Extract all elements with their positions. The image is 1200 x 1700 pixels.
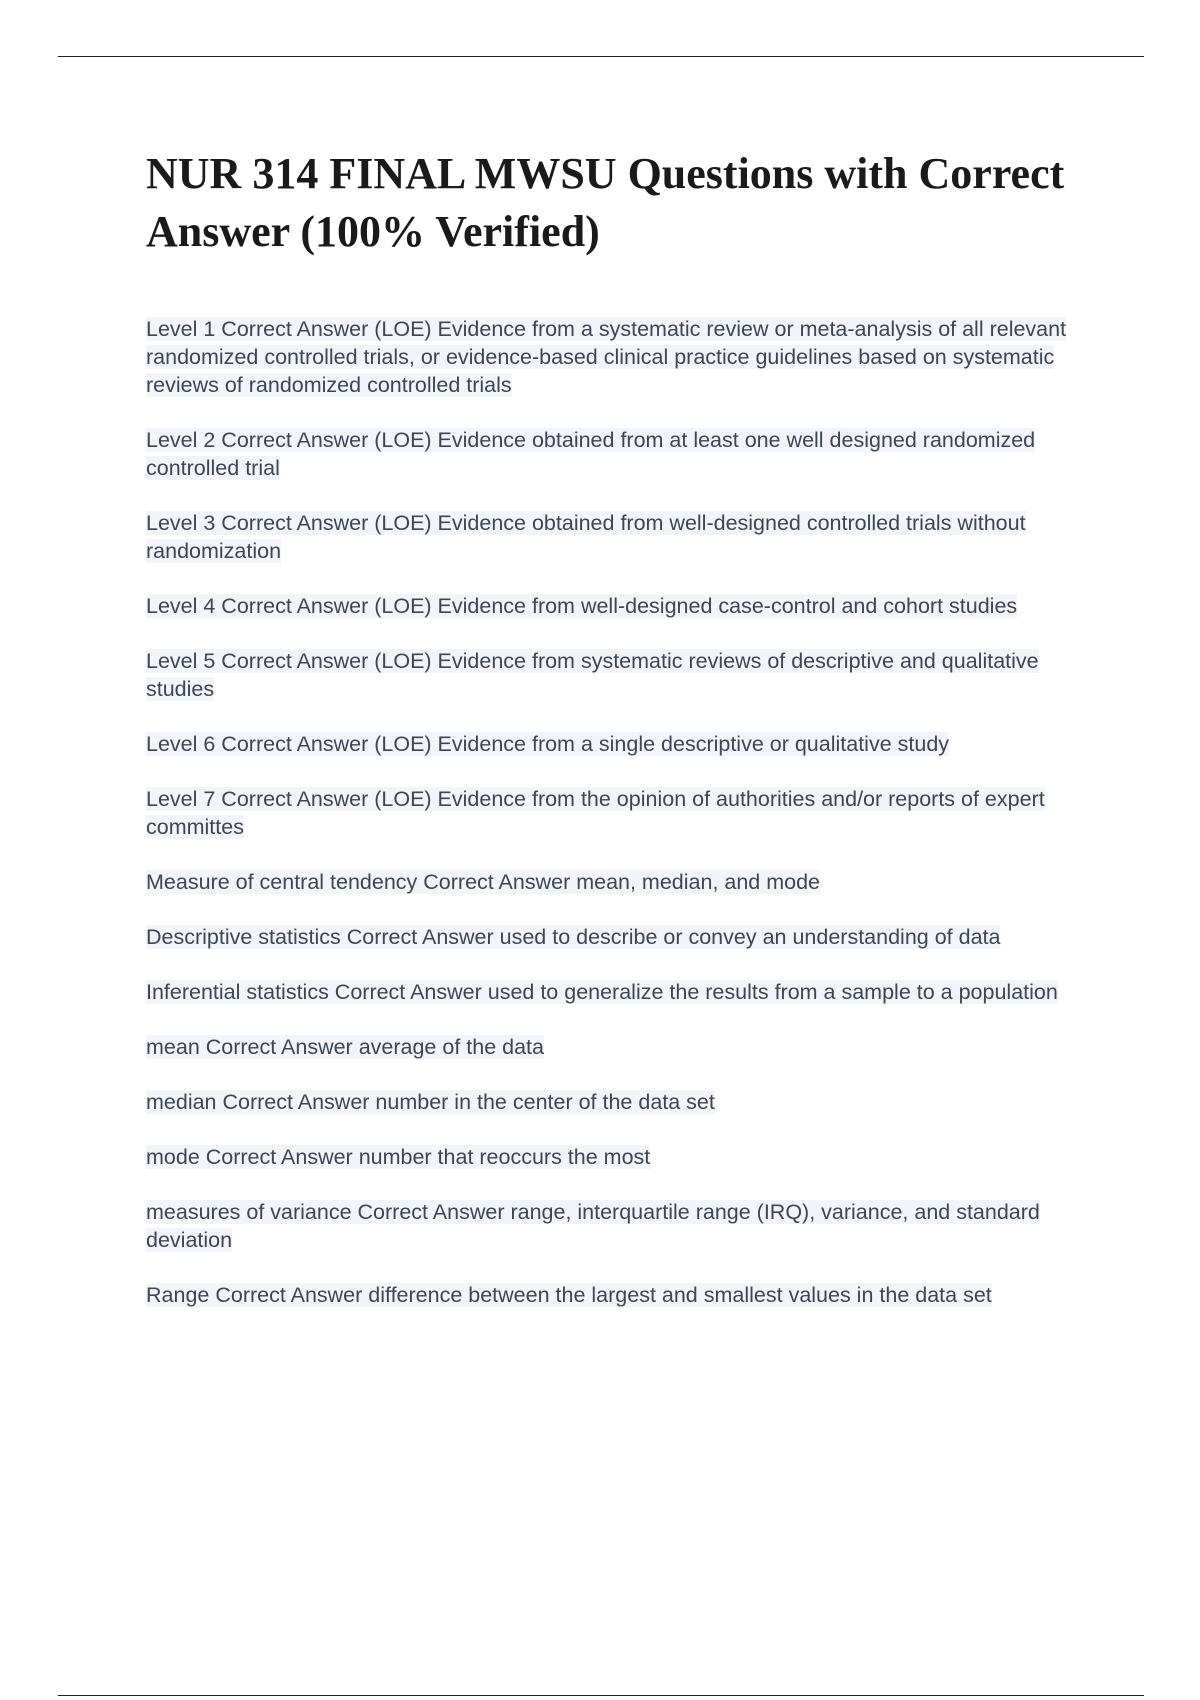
bottom-divider	[58, 1695, 1144, 1696]
qa-entry-level-5	[146, 647, 1096, 703]
qa-entry-text: Level 1 Correct Answer (LOE) Evidence from a systematic review or meta-analysis of all relevant randomized controlled trials, or evidence-based clinical practice guidelines based on systematic reviews of randomized controlled trials	[146, 317, 1067, 397]
qa-entry-text: Level 2 Correct Answer (LOE) Evidence obtained from at least one well designed randomized controlled trial	[146, 428, 1036, 480]
qa-entry-text: Level 3 Correct Answer (LOE) Evidence obtained from well-designed controlled trials without randomization	[146, 511, 1026, 563]
qa-entry-central-tendency	[146, 868, 1096, 896]
qa-entry-median	[146, 1088, 1096, 1116]
qa-entry-text: mean Correct Answer average of the data	[146, 1035, 544, 1059]
top-divider	[58, 56, 1144, 57]
qa-entry-level-1	[146, 315, 1096, 399]
qa-entry-measures-of-variance	[146, 1198, 1096, 1254]
qa-entry-text: measures of variance Correct Answer range, interquartile range (IRQ), variance, and standard deviation	[146, 1200, 1040, 1252]
qa-entry-text: mode Correct Answer number that reoccurs the most	[146, 1145, 651, 1169]
qa-entry-inferential-statistics	[146, 978, 1096, 1006]
qa-entry-level-6	[146, 730, 1096, 758]
qa-entry-level-7	[146, 785, 1096, 841]
qa-entry-level-2	[146, 426, 1096, 482]
qa-entry-mode	[146, 1143, 1096, 1171]
document-title: NUR 314 FINAL MWSU Questions with Correct Answer (100% Verified)	[146, 149, 1065, 256]
qa-entry-text: Level 4 Correct Answer (LOE) Evidence from well-designed case-control and cohort studies	[146, 594, 1018, 618]
qa-entry-mean	[146, 1033, 1096, 1061]
qa-entry-range	[146, 1281, 1096, 1309]
qa-list	[146, 315, 1096, 1309]
qa-entry-text: Level 6 Correct Answer (LOE) Evidence from a single descriptive or qualitative study	[146, 732, 950, 756]
qa-entry-text: Inferential statistics Correct Answer used to generalize the results from a sample to a population	[146, 980, 1058, 1004]
qa-entry-descriptive-statistics	[146, 923, 1096, 951]
qa-entry-text: Level 5 Correct Answer (LOE) Evidence from systematic reviews of descriptive and qualitative studies	[146, 649, 1039, 701]
qa-entry-text: median Correct Answer number in the center of the data set	[146, 1090, 715, 1114]
qa-entry-text: Measure of central tendency Correct Answer mean, median, and mode	[146, 870, 821, 894]
qa-entry-text: Descriptive statistics Correct Answer used to describe or convey an understanding of data	[146, 925, 1001, 949]
qa-entry-text: Range Correct Answer difference between the largest and smallest values in the data set	[146, 1283, 992, 1307]
qa-entry-text: Level 7 Correct Answer (LOE) Evidence from the opinion of authorities and/or reports of expert committes	[146, 787, 1045, 839]
document-body	[146, 145, 1096, 1336]
qa-entry-level-3	[146, 509, 1096, 565]
qa-entry-level-4	[146, 592, 1096, 620]
